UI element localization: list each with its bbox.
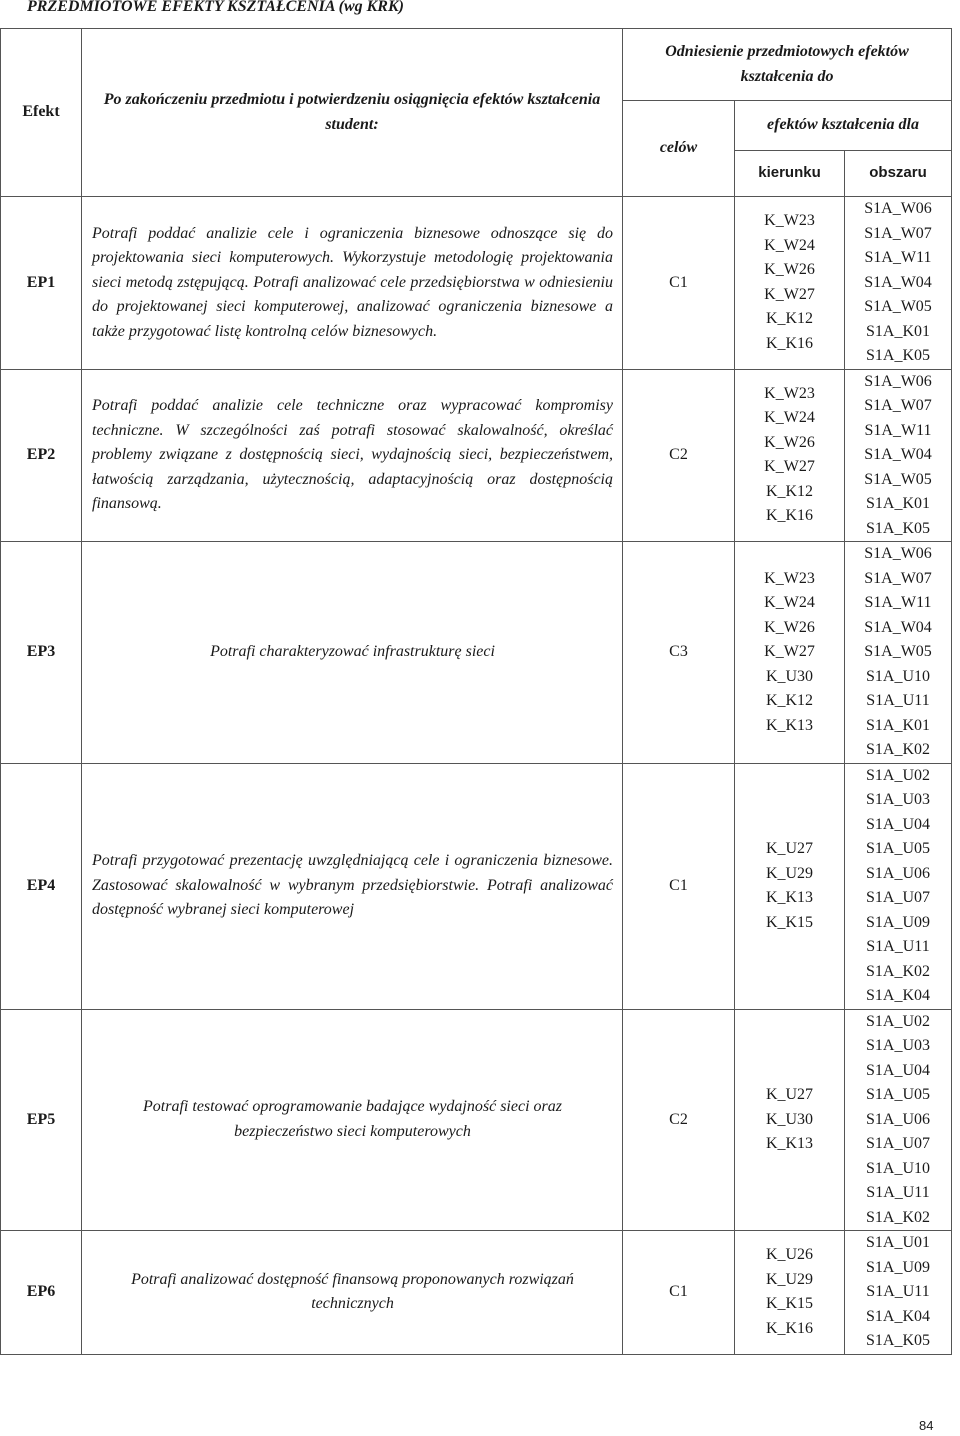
cel-code: C3 [623, 542, 735, 764]
obszar-code: S1A_W06 [864, 545, 932, 562]
header-celow: celów [623, 101, 735, 197]
effect-description: Potrafi analizować dostępność finansową proponowanych rozwiązań technicznych [82, 1231, 623, 1355]
table-row [1, 197, 952, 370]
efekt-code: EP4 [1, 763, 82, 1009]
header-odniesienie-line2: kształcenia do [740, 67, 834, 85]
kierunek-code: K_K16 [765, 507, 814, 525]
obszar-code: S1A_K04 [866, 987, 931, 1004]
obszar-code: S1A_U11 [866, 1184, 930, 1201]
effect-description: Potrafi poddać analizie cele techniczne oraz wypracować kompromisy techniczne. W szczególności zaś potrafi stosować skalowalność, określać problemy związane z dostępnością sieci, wydajnością sieci, bezpieczeństwem, łatwością zarządzania, użytecznością, adaptacyjnością oraz dostępnością finansową. [82, 369, 623, 542]
kierunek-code: K_W24 [764, 594, 815, 611]
obszar-code: S1A_U06 [866, 864, 931, 882]
effect-description: Potrafi charakteryzować infrastrukturę sieci [82, 542, 623, 764]
kierunek-code: K_W27 [764, 458, 815, 476]
obszar-code: S1A_W07 [864, 397, 932, 414]
kierunek-code: K_U29 [765, 864, 814, 882]
kierunek-code: K_W24 [764, 236, 815, 254]
kierunek-list [735, 1009, 845, 1231]
obszar-code: S1A_W06 [864, 200, 932, 217]
kierunek-code: K_U27 [765, 840, 814, 857]
cel-code: C2 [623, 369, 735, 542]
page-number: 84 [919, 1418, 934, 1433]
header-odniesienie [623, 29, 952, 101]
header-kierunku: kierunku [735, 151, 845, 197]
cel-code: C1 [623, 763, 735, 1009]
kierunek-code: K_K15 [765, 913, 814, 931]
obszar-code: S1A_K05 [866, 347, 931, 364]
kierunek-code: K_W23 [764, 569, 815, 587]
obszar-code: S1A_K01 [866, 322, 931, 340]
efekt-code: EP6 [1, 1231, 82, 1355]
obszar-code: S1A_K02 [866, 1208, 931, 1226]
obszar-code: S1A_W11 [864, 421, 932, 439]
effect-description: Potrafi testować oprogramowanie badające wydajność sieci oraz bezpieczeństwo sieci komputerowych [82, 1009, 623, 1231]
efekt-code: EP5 [1, 1009, 82, 1231]
table-row [1, 542, 952, 764]
obszar-code: S1A_U05 [866, 1086, 931, 1103]
kierunek-list [735, 763, 845, 1009]
kierunek-code: K_K12 [765, 310, 814, 328]
kierunek-code: K_W23 [764, 212, 815, 230]
header-obszaru: obszaru [845, 151, 952, 197]
kierunek-code: K_K12 [765, 482, 814, 500]
header-odniesienie-line1: Odniesienie przedmiotowych efektów [665, 43, 909, 60]
obszar-code: S1A_U07 [866, 889, 931, 906]
obszar-code: S1A_W05 [864, 470, 932, 488]
obszar-code: S1A_W04 [864, 273, 932, 291]
obszar-list [845, 197, 952, 370]
kierunek-code: K_W27 [764, 285, 815, 303]
obszar-code: S1A_U01 [866, 1234, 931, 1251]
obszar-code: S1A_U04 [866, 815, 931, 833]
obszar-code: S1A_K05 [866, 519, 931, 537]
obszar-code: S1A_U03 [866, 791, 931, 808]
obszar-code: S1A_U11 [866, 692, 930, 709]
cel-code: C2 [623, 1009, 735, 1231]
table-row [1, 763, 952, 1009]
obszar-list [845, 763, 952, 1009]
header-po-zakonczeniu: Po zakończeniu przedmiotu i potwierdzeniu osiągnięcia efektów kształcenia student: [82, 29, 623, 197]
kierunek-code: K_K13 [765, 1135, 814, 1152]
cel-code: C1 [623, 1231, 735, 1355]
efekt-code: EP1 [1, 197, 82, 370]
kierunek-code: K_U30 [765, 667, 814, 685]
obszar-code: S1A_U11 [866, 938, 930, 955]
kierunek-list [735, 542, 845, 764]
effect-description: Potrafi poddać analizie cele i ograniczenia biznesowe odnoszące się do projektowania sieci komputerowych. Wykorzystuje metodologię projektowania sieci metodą zstępującą. Potrafi analizować cele przedsiębiorstwa w odniesieniu do projektowanej sieci komputerowej, analizować ograniczenia biznesowe a także przygotować listę kontrolną celów biznesowych. [82, 197, 623, 370]
obszar-code: S1A_U07 [866, 1135, 931, 1152]
kierunek-code: K_W24 [764, 409, 815, 427]
kierunek-code: K_W26 [764, 618, 815, 636]
table-row [1, 369, 952, 542]
obszar-code: S1A_K04 [866, 1307, 931, 1325]
obszar-code: S1A_U02 [866, 766, 931, 784]
kierunek-code: K_K16 [765, 334, 814, 352]
kierunek-code: K_U29 [765, 1270, 814, 1288]
obszar-code: S1A_K02 [866, 741, 931, 758]
obszar-code: S1A_W11 [864, 249, 932, 266]
header-row-1 [1, 29, 952, 101]
obszar-list [845, 1009, 952, 1231]
obszar-code: S1A_K05 [866, 1332, 931, 1349]
obszar-code: S1A_U05 [866, 840, 931, 857]
kierunek-code: K_W26 [764, 261, 815, 279]
obszar-list [845, 542, 952, 764]
obszar-list [845, 1231, 952, 1355]
table-row [1, 1009, 952, 1231]
kierunek-code: K_U27 [765, 1086, 814, 1103]
obszar-code: S1A_W04 [864, 446, 932, 463]
kierunek-code: K_W23 [764, 384, 815, 402]
efekt-code: EP3 [1, 542, 82, 764]
obszar-code: S1A_K01 [866, 495, 931, 512]
kierunek-code: K_U30 [765, 1110, 814, 1128]
obszar-code: S1A_U04 [866, 1061, 931, 1079]
obszar-code: S1A_W05 [864, 643, 932, 660]
obszar-code: S1A_U02 [866, 1012, 931, 1030]
obszar-code: S1A_W04 [864, 618, 932, 636]
kierunek-code: K_W26 [764, 433, 815, 451]
obszar-code: S1A_U10 [866, 1159, 931, 1177]
obszar-code: S1A_W07 [864, 569, 932, 587]
effects-table [0, 28, 952, 1355]
kierunek-code: K_K15 [765, 1295, 814, 1313]
obszar-code: S1A_W05 [864, 298, 932, 315]
obszar-code: S1A_U10 [866, 667, 931, 685]
efekt-code: EP2 [1, 369, 82, 542]
obszar-code: S1A_W06 [864, 372, 932, 390]
obszar-code: S1A_U09 [866, 1258, 931, 1276]
kierunek-list [735, 197, 845, 370]
obszar-code: S1A_U09 [866, 913, 931, 931]
obszar-code: S1A_W07 [864, 224, 932, 242]
obszar-list [845, 369, 952, 542]
kierunek-code: K_K13 [765, 889, 814, 906]
obszar-code: S1A_U03 [866, 1037, 931, 1054]
obszar-code: S1A_U11 [866, 1283, 930, 1300]
obszar-code: S1A_K01 [866, 716, 931, 734]
section-title: PRZEDMIOTOWE EFEKTY KSZTAŁCENIA (wg KRK) [27, 0, 404, 15]
obszar-code: S1A_W11 [864, 594, 932, 611]
kierunek-list [735, 369, 845, 542]
kierunek-code: K_K12 [765, 692, 814, 709]
effect-description: Potrafi przygotować prezentację uwzględniającą cele i ograniczenia biznesowe. Zastosować skalowalność w wybranym przedsiębiorstwie. Potrafi analizować dostępność wybranej sieci komputerowej [82, 763, 623, 1009]
kierunek-code: K_K16 [765, 1319, 814, 1337]
kierunek-code: K_K13 [765, 716, 814, 734]
table-row [1, 1231, 952, 1355]
kierunek-code: K_U26 [765, 1246, 814, 1264]
kierunek-list [735, 1231, 845, 1355]
header-efekt: Efekt [1, 29, 82, 197]
header-efektow-ksztalcenia-dla: efektów kształcenia dla [735, 101, 952, 151]
cel-code: C1 [623, 197, 735, 370]
obszar-code: S1A_K02 [866, 962, 931, 980]
kierunek-code: K_W27 [764, 643, 815, 660]
obszar-code: S1A_U06 [866, 1110, 931, 1128]
